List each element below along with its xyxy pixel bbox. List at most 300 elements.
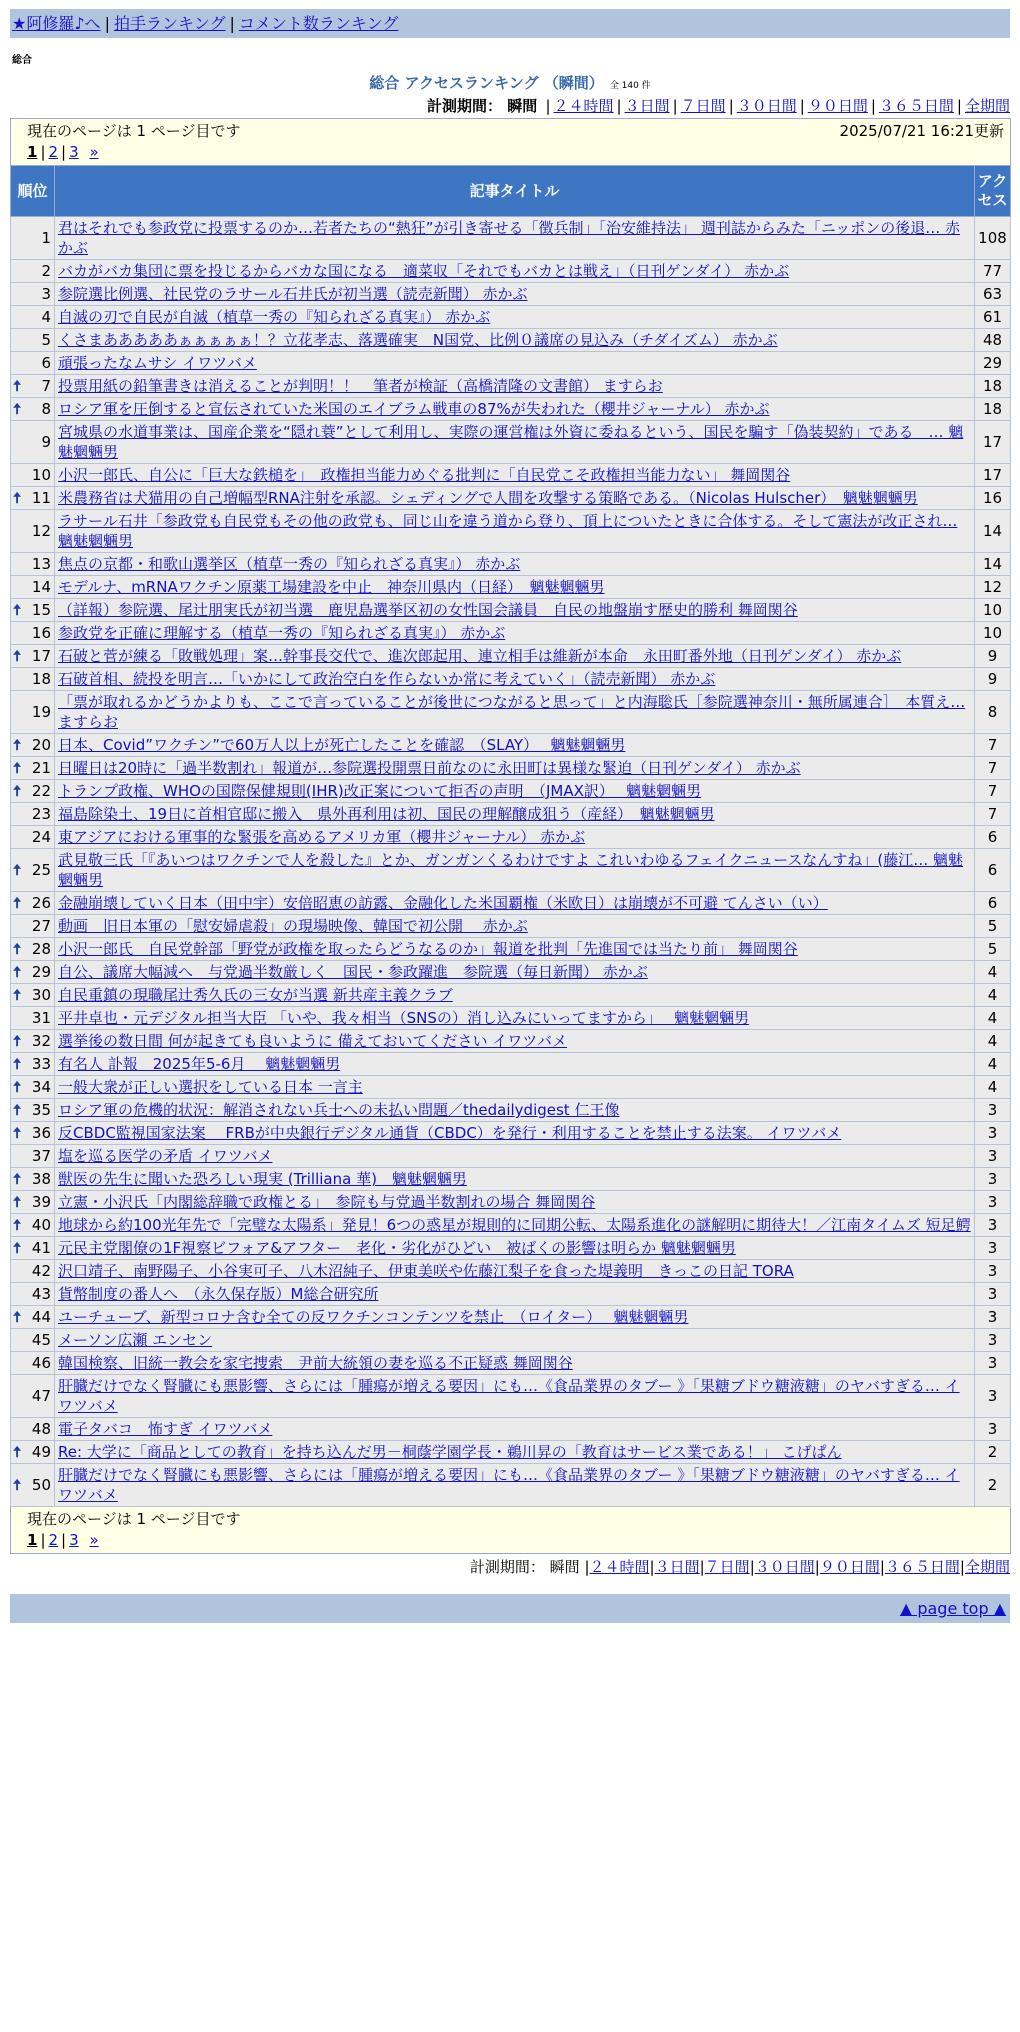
- pagination-page-3[interactable]: 3: [69, 1531, 79, 1549]
- period-option-5[interactable]: ３６５日間: [878, 97, 954, 115]
- title-cell: [55, 1099, 975, 1122]
- access-count: 3: [975, 1352, 1011, 1375]
- article-link[interactable]: 「票が取れるかどうかよりも、ここで言っていることが後世につながると思って」と内海聡氏［参院選神奈川・無所属連合］ 本質え… ますらお: [58, 693, 966, 731]
- rank-number: 46: [31, 1354, 51, 1372]
- rank-cell: [11, 803, 55, 826]
- access-count: 7: [975, 803, 1011, 826]
- period-separator: |: [616, 97, 622, 115]
- rank-number: 7: [41, 377, 51, 395]
- period-bottom-option-6[interactable]: 全期間: [964, 1558, 1010, 1576]
- rank-number: 31: [31, 1009, 51, 1027]
- pagination-separator: |: [40, 143, 46, 161]
- pagination-page-2[interactable]: 2: [48, 143, 59, 161]
- column-header-rank: 順位: [11, 166, 55, 217]
- access-count: 61: [975, 306, 1011, 329]
- table-row: [11, 780, 1011, 803]
- access-count: 3: [975, 1191, 1011, 1214]
- rank-number: 27: [31, 917, 51, 935]
- rank-number: 5: [41, 331, 51, 349]
- article-link[interactable]: 自滅の刃で自民が自滅（植草一秀の『知られざる真実』） 赤かぶ: [58, 308, 491, 326]
- rank-up-arrow-icon: 🠅: [13, 1239, 22, 1257]
- article-link[interactable]: 選挙後の数日間 何が起きても良いように 備えておいてください イワツバメ: [58, 1032, 568, 1050]
- title-cell: [55, 306, 975, 329]
- access-count: 108: [975, 217, 1011, 260]
- access-count: 4: [975, 1076, 1011, 1099]
- rank-number: 30: [31, 986, 51, 1004]
- rank-cell: [11, 421, 55, 464]
- rank-up-arrow-icon: 🠅: [13, 1216, 22, 1234]
- access-count: 12: [975, 576, 1011, 599]
- clap-ranking-link[interactable]: 拍手ランキング: [113, 14, 226, 33]
- article-link[interactable]: 塩を巡る医学の矛盾 イワツバメ: [58, 1147, 273, 1165]
- access-count: 4: [975, 1007, 1011, 1030]
- table-row: [11, 510, 1011, 553]
- access-count: 3: [975, 1283, 1011, 1306]
- title-cell: [55, 329, 975, 352]
- rank-cell: [11, 1237, 55, 1260]
- period-bottom-option-4[interactable]: ９０日間: [819, 1558, 880, 1576]
- table-row: [11, 1145, 1011, 1168]
- article-link[interactable]: （詳報）参院選、尾辻朋実氏が初当選 鹿児島選挙区初の女性国会議員 自民の地盤崩す歴史的勝利 舞岡関谷: [58, 601, 798, 619]
- rank-cell: [11, 1375, 55, 1418]
- article-link[interactable]: 平井卓也・元デジタル担当大臣 「いや、我々相当（SNSの）消し込みにいってますから」 魑魅魍魎男: [58, 1009, 750, 1027]
- rank-cell: [11, 329, 55, 352]
- rank-number: 43: [31, 1285, 51, 1303]
- table-row: [11, 1464, 1011, 1507]
- rank-cell: [11, 915, 55, 938]
- title-cell: [55, 780, 975, 803]
- rank-cell: [11, 1145, 55, 1168]
- article-link[interactable]: 米農務省は犬猫用の自己増幅型RNA注射を承認。シェディングで人間を攻撃する策略である。（Nicolas Hulscher） 魑魅魍魎男: [58, 489, 918, 507]
- period-bottom-option-2[interactable]: ７日間: [704, 1558, 750, 1576]
- access-count: 8: [975, 691, 1011, 734]
- article-link[interactable]: 韓国検察、旧統一教会を家宅捜索 尹前大統領の妻を巡る不正疑惑 舞岡関谷: [58, 1354, 573, 1372]
- access-count: 63: [975, 283, 1011, 306]
- article-link[interactable]: 東アジアにおける軍事的な緊張を高めるアメリカ軍（櫻井ジャーナル） 赤かぶ: [58, 828, 586, 846]
- table-row: [11, 757, 1011, 780]
- title-cell: [55, 398, 975, 421]
- pagination-page-2[interactable]: 2: [48, 1531, 59, 1549]
- period-option-3[interactable]: ３０日間: [736, 97, 797, 115]
- rank-up-arrow-icon: 🠅: [13, 601, 22, 619]
- rank-cell: [11, 826, 55, 849]
- article-link[interactable]: ロシア軍を圧倒すると宣伝されていた米国のエイブラム戦車の87%が失われた（櫻井ジャーナル） 赤かぶ: [58, 400, 770, 418]
- rank-cell: [11, 1030, 55, 1053]
- home-link[interactable]: ★阿修羅♪へ: [12, 14, 101, 33]
- article-link[interactable]: 日曜日は20時に「過半数割れ」報道が…参院選投開票日前なのに永田町は異様な緊迫（日刊ゲンダイ） 赤かぶ: [58, 759, 801, 777]
- rank-up-arrow-icon: 🠅: [13, 1032, 22, 1050]
- pagination-separator: |: [61, 143, 67, 161]
- rank-number: 50: [31, 1476, 51, 1494]
- article-link[interactable]: 小沢一郎氏、自公に「巨大な鉄槌を」 政権担当能力めぐる批判に「自民党こそ政権担当能力ない」 舞岡関谷: [58, 466, 791, 484]
- table-row: [11, 1214, 1011, 1237]
- rank-cell: [11, 1053, 55, 1076]
- access-count: 9: [975, 645, 1011, 668]
- access-count: 16: [975, 487, 1011, 510]
- article-link[interactable]: 獣医の先生に聞いた恐ろしい現実 (Trilliana 華) 魑魅魍魎男: [58, 1170, 467, 1188]
- access-count: 7: [975, 734, 1011, 757]
- access-count: 3: [975, 1375, 1011, 1418]
- access-count: 17: [975, 421, 1011, 464]
- table-row: [11, 645, 1011, 668]
- period-option-0[interactable]: ２４時間: [553, 97, 614, 115]
- access-count: 18: [975, 398, 1011, 421]
- table-row: [11, 329, 1011, 352]
- access-count: 3: [975, 1306, 1011, 1329]
- period-separator: |: [870, 97, 876, 115]
- rank-number: 28: [31, 940, 51, 958]
- total-count: 全 140 件: [609, 81, 651, 91]
- article-link[interactable]: 自民重鎮の現職尾辻秀久氏の三女が当選 新共産主義クラブ: [58, 986, 453, 1004]
- article-link[interactable]: 一般大衆が正しい選択をしている日本 一言主: [58, 1078, 363, 1096]
- rank-number: 38: [31, 1170, 51, 1188]
- table-row: [11, 1352, 1011, 1375]
- title-cell: [55, 984, 975, 1007]
- period-bottom-option-5[interactable]: ３６５日間: [884, 1558, 960, 1576]
- rank-cell: [11, 1464, 55, 1507]
- title-cell: [55, 1145, 975, 1168]
- rank-cell: [11, 1214, 55, 1237]
- rank-up-arrow-icon: 🠅: [13, 894, 22, 912]
- pagination-separator: [82, 1531, 87, 1549]
- article-link[interactable]: 金融崩壊していく日本（田中宇）安倍昭恵の訪露、金融化した米国覇権（米欧日）は崩壊が不可避 てんさい（い）: [58, 894, 828, 912]
- rank-number: 22: [31, 782, 51, 800]
- rank-number: 39: [31, 1193, 51, 1211]
- table-row: [11, 217, 1011, 260]
- pagination-current: 1: [27, 1531, 38, 1549]
- rank-number: 12: [31, 522, 51, 540]
- rank-number: 40: [31, 1216, 51, 1234]
- period-option-2[interactable]: ７日間: [680, 97, 726, 115]
- title-cell: [55, 691, 975, 734]
- rank-number: 11: [31, 489, 51, 507]
- rank-number: 25: [31, 861, 51, 879]
- article-link[interactable]: 福島除染土、19日に首相官邸に搬入 県外再利用は初、国民の理解醸成狙う（産経） 魑魅魍魎男: [58, 805, 715, 823]
- article-link[interactable]: 石破首相、続投を明言…「いかにして政治空白を作らないか常に考えていく」（読売新聞） 赤かぶ: [58, 670, 716, 688]
- access-count: 3: [975, 1237, 1011, 1260]
- article-link[interactable]: 頑張ったなムサシ イワツバメ: [58, 354, 257, 372]
- rank-cell: [11, 1191, 55, 1214]
- title-cell: [55, 1214, 975, 1237]
- title-cell: [55, 283, 975, 306]
- article-link[interactable]: くさまあああああぁぁぁぁぁ！？立花孝志、落選確実 N国党、比例０議席の見込み（チダイズム） 赤かぶ: [58, 331, 778, 349]
- title-cell: [55, 576, 975, 599]
- period-separator: |: [959, 1558, 965, 1576]
- article-link[interactable]: トランプ政権、WHOの国際保健規則(IHR)改正案について拒否の声明 （JMAX訳） 魑魅魍魎男: [58, 782, 702, 800]
- article-link[interactable]: 日本、Covid”ワクチン”で60万人以上が死亡したことを確認 （SLAY） 魑魅魍魎男: [58, 736, 626, 754]
- title-cell: [55, 1030, 975, 1053]
- rank-up-arrow-icon: 🠅: [13, 1078, 22, 1096]
- access-count: 14: [975, 553, 1011, 576]
- rank-up-arrow-icon: 🠅: [13, 782, 22, 800]
- title-cell: [55, 1191, 975, 1214]
- access-count: 3: [975, 1145, 1011, 1168]
- table-row: [11, 553, 1011, 576]
- article-link[interactable]: 肝臓だけでなく腎臓にも悪影響、さらには「腫瘍が増える要因」にも…《食品業界のタブー 》「果糖ブドウ糖液糖」のヤバすぎる… イワツバメ: [58, 1377, 960, 1415]
- table-row: [11, 576, 1011, 599]
- rank-up-arrow-icon: 🠅: [13, 940, 22, 958]
- article-link[interactable]: 小沢一郎氏 自民党幹部「野党が政権を取ったらどうなるのか」報道を批判「先進国では当たり前」 舞岡関谷: [58, 940, 798, 958]
- article-link[interactable]: バカがバカ集団に票を投じるからバカな国になる 適菜収「それでもバカとは戦え」（日刊ゲンダイ） 赤かぶ: [58, 262, 790, 280]
- title-cell: [55, 1329, 975, 1352]
- table-row: [11, 1260, 1011, 1283]
- table-row: [11, 1441, 1011, 1464]
- rank-cell: [11, 961, 55, 984]
- access-count: 77: [975, 260, 1011, 283]
- rank-number: 20: [31, 736, 51, 754]
- rank-cell: [11, 1306, 55, 1329]
- table-row: [11, 668, 1011, 691]
- title-cell: [55, 645, 975, 668]
- article-link[interactable]: 反CBDC監視国家法案 FRBが中央銀行デジタル通貨（CBDC）を発行・利用することを禁止する法案。 イワツバメ: [58, 1124, 842, 1142]
- rank-number: 41: [31, 1239, 51, 1257]
- table-row: [11, 306, 1011, 329]
- table-row: [11, 1053, 1011, 1076]
- rank-cell: [11, 1329, 55, 1352]
- article-link[interactable]: 地球から約100光年先で「完璧な太陽系」発見！6つの惑星が規則的に同期公転、太陽系進化の謎解明に期待大！／江南タイムズ 短足鰐: [58, 1216, 971, 1234]
- table-row: [11, 1283, 1011, 1306]
- article-link[interactable]: ユーチューブ、新型コロナ含む全ての反ワクチンコンテンツを禁止 （ロイター） 魑魅魍魎男: [58, 1308, 689, 1326]
- title-cell: [55, 1306, 975, 1329]
- article-link[interactable]: 投票用紙の鉛筆書きは消えることが判明！！ 筆者が検証（高橋清隆の文書館） ますらお: [58, 377, 663, 395]
- period-separator: |: [956, 97, 962, 115]
- rank-cell: [11, 1441, 55, 1464]
- article-link[interactable]: 電子タバコ 怖すぎ イワツバメ: [58, 1420, 273, 1438]
- rank-number: 6: [41, 354, 51, 372]
- rank-up-arrow-icon: 🠅: [13, 963, 22, 981]
- table-row: [11, 1122, 1011, 1145]
- rank-cell: [11, 1122, 55, 1145]
- article-link[interactable]: 動画 旧日本軍の「慰安婦虐殺」の現場映像、韓国で初公開 赤かぶ: [58, 917, 528, 935]
- table-row: [11, 375, 1011, 398]
- table-row: [11, 260, 1011, 283]
- period-option-4[interactable]: ９０日間: [807, 97, 868, 115]
- access-count: 3: [975, 1099, 1011, 1122]
- access-count: 14: [975, 510, 1011, 553]
- article-link[interactable]: 焦点の京都・和歌山選挙区（植草一秀の『知られざる真実』） 赤かぶ: [58, 555, 521, 573]
- pagination-next[interactable]: »: [89, 143, 99, 161]
- access-count: 4: [975, 984, 1011, 1007]
- article-link[interactable]: 貨幣制度の番人へ （永久保存版）M総合研究所: [58, 1285, 379, 1303]
- rank-cell: [11, 553, 55, 576]
- rank-cell: [11, 938, 55, 961]
- rank-number: 15: [31, 601, 51, 619]
- article-link[interactable]: 石破と菅が練る「敗戦処理」案…幹事長交代で、進次郎起用、連立相手は維新が本命 永田町番外地（日刊ゲンダイ） 赤かぶ: [58, 647, 902, 665]
- table-row: [11, 398, 1011, 421]
- article-link[interactable]: 沢口靖子、南野陽子、小谷実可子、八木沼純子、伊東美咲や佐藤江梨子を食った堤義明 きっこの日記 TORA: [58, 1262, 794, 1280]
- period-current: 瞬間: [502, 97, 543, 115]
- table-header-row: [11, 166, 1011, 217]
- rank-up-arrow-icon: 🠅: [13, 736, 22, 754]
- title-cell: [55, 487, 975, 510]
- rank-up-arrow-icon: 🠅: [13, 1124, 22, 1142]
- rank-number: 26: [31, 894, 51, 912]
- rank-number: 34: [31, 1078, 51, 1096]
- title-cell: [55, 1076, 975, 1099]
- period-bottom-option-3[interactable]: ３０日間: [754, 1558, 815, 1576]
- rank-cell: [11, 217, 55, 260]
- table-row: [11, 849, 1011, 892]
- pagination-page-3[interactable]: 3: [69, 143, 79, 161]
- article-link[interactable]: 参院選比例選、社民党のラサール石井氏が初当選（読売新聞） 赤かぶ: [58, 285, 528, 303]
- access-count: 5: [975, 938, 1011, 961]
- table-row: [11, 1329, 1011, 1352]
- period-separator: |: [584, 1558, 590, 1576]
- page-title: 総合 アクセスランキング （瞬間）: [369, 74, 604, 92]
- article-link[interactable]: ラサール石井「参政党も自民党もその他の政党も、同じ山を違う道から登り、頂上についたときに合体する。そして憲法が改正され… 魑魅魍魎男: [58, 512, 958, 550]
- nav-separator: |: [104, 14, 110, 33]
- rank-up-arrow-icon: 🠅: [13, 489, 22, 507]
- rank-up-arrow-icon: 🠅: [13, 1476, 22, 1494]
- article-link[interactable]: 肝臓だけでなく腎臓にも悪影響、さらには「腫瘍が増える要因」にも…《食品業界のタブー 》「果糖ブドウ糖液糖」のヤバすぎる… イワツバメ: [58, 1466, 960, 1504]
- access-count: 2: [975, 1441, 1011, 1464]
- article-link[interactable]: 武見敬三氏「『あいつはワクチンで人を殺した』とか、ガンガンくるわけですよ これいわゆるフェイクニュースなんすね」(藤江… 魑魅魍魎男: [58, 851, 964, 889]
- rank-cell: [11, 645, 55, 668]
- page-top-link[interactable]: ▲ page top ▲: [899, 1599, 1006, 1618]
- rank-up-arrow-icon: 🠅: [13, 1101, 22, 1119]
- title-cell: [55, 1375, 975, 1418]
- title-cell: [55, 421, 975, 464]
- access-count: 10: [975, 622, 1011, 645]
- rank-cell: [11, 1168, 55, 1191]
- period-separator: |: [545, 97, 551, 115]
- title-cell: [55, 1168, 975, 1191]
- article-link[interactable]: モデルナ、mRNAワクチン原薬工場建設を中止 神奈川県内（日経） 魑魅魍魎男: [58, 578, 605, 596]
- pagination-next[interactable]: »: [89, 1531, 99, 1549]
- table-row: [11, 622, 1011, 645]
- ranking-table: [10, 118, 1011, 1554]
- article-link[interactable]: ロシア軍の危機的状況：解消されない兵士への未払い問題／thedailydigest 仁王像: [58, 1101, 620, 1119]
- rank-cell: [11, 599, 55, 622]
- rank-number: 29: [31, 963, 51, 981]
- rank-number: 9: [41, 433, 51, 451]
- period-separator: |: [699, 1558, 705, 1576]
- rank-number: 2: [41, 262, 51, 280]
- access-count: 29: [975, 352, 1011, 375]
- rank-number: 42: [31, 1262, 51, 1280]
- title-cell: [55, 260, 975, 283]
- access-count: 6: [975, 826, 1011, 849]
- table-row: [11, 984, 1011, 1007]
- rank-up-arrow-icon: 🠅: [13, 1443, 22, 1461]
- table-row: [11, 464, 1011, 487]
- pager-top: [11, 119, 1011, 166]
- period-option-1[interactable]: ３日間: [624, 97, 670, 115]
- rank-number: 45: [31, 1331, 51, 1349]
- period-separator: |: [879, 1558, 885, 1576]
- table-row: [11, 938, 1011, 961]
- rank-up-arrow-icon: 🠅: [13, 861, 22, 879]
- access-count: 9: [975, 668, 1011, 691]
- rank-number: 3: [41, 285, 51, 303]
- article-link[interactable]: 元民主党閣僚の1F視察ビフォア&アフター 老化・劣化がひどい 被ばくの影響は明らか 魑魅魍魎男: [58, 1239, 736, 1257]
- rank-cell: [11, 668, 55, 691]
- column-header-access: アクセス: [975, 166, 1011, 217]
- title-cell: [55, 849, 975, 892]
- title-cell: [55, 553, 975, 576]
- table-row: [11, 1375, 1011, 1418]
- rank-number: 48: [31, 1420, 51, 1438]
- pager-bottom: [11, 1507, 1011, 1554]
- access-count: 18: [975, 375, 1011, 398]
- rank-cell: [11, 1352, 55, 1375]
- rank-up-arrow-icon: 🠅: [13, 1193, 22, 1211]
- nav-separator: |: [229, 14, 235, 33]
- access-count: 17: [975, 464, 1011, 487]
- period-bottom-option-1[interactable]: ３日間: [654, 1558, 700, 1576]
- article-link[interactable]: 有名人 訃報 2025年5-6月 魑魅魍魎男: [58, 1055, 341, 1073]
- article-link[interactable]: 立憲・小沢氏「内閣総辞職で政権とる」 参院も与党過半数割れの場合 舞岡関谷: [58, 1193, 596, 1211]
- table-row: [11, 892, 1011, 915]
- article-link[interactable]: Re: 大学に「商品としての教育」を持ち込んだ男－桐蔭学園学長・鵜川昇の「教育はサービス業である！」 こげぱん: [58, 1443, 842, 1461]
- pagination: [27, 142, 1004, 162]
- rank-number: 19: [31, 703, 51, 721]
- rank-cell: [11, 734, 55, 757]
- pagination-separator: |: [61, 1531, 67, 1549]
- table-row: [11, 1030, 1011, 1053]
- current-page-text-bottom: 現在のページは 1 ページ目です: [27, 1510, 241, 1528]
- title-cell: [55, 961, 975, 984]
- rank-cell: [11, 306, 55, 329]
- period-bottom-label: 計測期間：: [469, 1558, 545, 1576]
- table-row: [11, 915, 1011, 938]
- article-link[interactable]: メーソン広瀬 エンセン: [58, 1331, 213, 1349]
- rank-number: 35: [31, 1101, 51, 1119]
- table-row: [11, 421, 1011, 464]
- access-count: 7: [975, 757, 1011, 780]
- rank-number: 17: [31, 647, 51, 665]
- rank-number: 32: [31, 1032, 51, 1050]
- rank-number: 4: [41, 308, 51, 326]
- current-page-text: 現在のページは 1 ページ目です: [27, 122, 241, 140]
- comment-ranking-link[interactable]: コメント数ランキング: [238, 14, 399, 33]
- title-cell: [55, 734, 975, 757]
- article-link[interactable]: 自公、議席大幅減へ 与党過半数厳しく 国民・参政躍進 参院選（毎日新聞） 赤かぶ: [58, 963, 648, 981]
- table-row: [11, 961, 1011, 984]
- table-row: [11, 1007, 1011, 1030]
- article-link[interactable]: 君はそれでも参政党に投票するのか…若者たちの“熱狂”が引き寄せる「徴兵制」「治安維持法」 週刊誌からみた「ニッポンの後退… 赤かぶ: [58, 219, 960, 257]
- access-count: 3: [975, 1168, 1011, 1191]
- access-count: 3: [975, 1214, 1011, 1237]
- rank-cell: [11, 283, 55, 306]
- rank-up-arrow-icon: 🠅: [13, 400, 22, 418]
- rank-cell: [11, 984, 55, 1007]
- title-cell: [55, 599, 975, 622]
- article-link[interactable]: 宮城県の水道事業は、国産企業を“隠れ蓑”として利用し、実際の運営権は外資に委ねるという、国民を騙す「偽装契約」である … 魑魅魍魎男: [58, 423, 964, 461]
- table-row: [11, 487, 1011, 510]
- title-cell: [55, 217, 975, 260]
- rank-cell: [11, 352, 55, 375]
- rank-up-arrow-icon: 🠅: [13, 986, 22, 1004]
- access-count: 7: [975, 780, 1011, 803]
- access-count: 4: [975, 961, 1011, 984]
- column-header-title: 記事タイトル: [55, 166, 975, 217]
- rank-cell: [11, 260, 55, 283]
- period-option-6[interactable]: 全期間: [964, 97, 1010, 115]
- rank-cell: [11, 780, 55, 803]
- period-bottom-current: 瞬間: [544, 1558, 585, 1576]
- top-navigation-bar: [10, 9, 1010, 38]
- access-count: 48: [975, 329, 1011, 352]
- access-count: 3: [975, 1260, 1011, 1283]
- article-link[interactable]: 参政党を正確に理解する（植草一秀の『知られざる真実』） 赤かぶ: [58, 624, 506, 642]
- title-cell: [55, 1352, 975, 1375]
- title-cell: [55, 1007, 975, 1030]
- period-selector: [10, 94, 1010, 118]
- period-bottom-option-0[interactable]: ２４時間: [589, 1558, 650, 1576]
- rank-cell: [11, 1007, 55, 1030]
- table-row: [11, 1237, 1011, 1260]
